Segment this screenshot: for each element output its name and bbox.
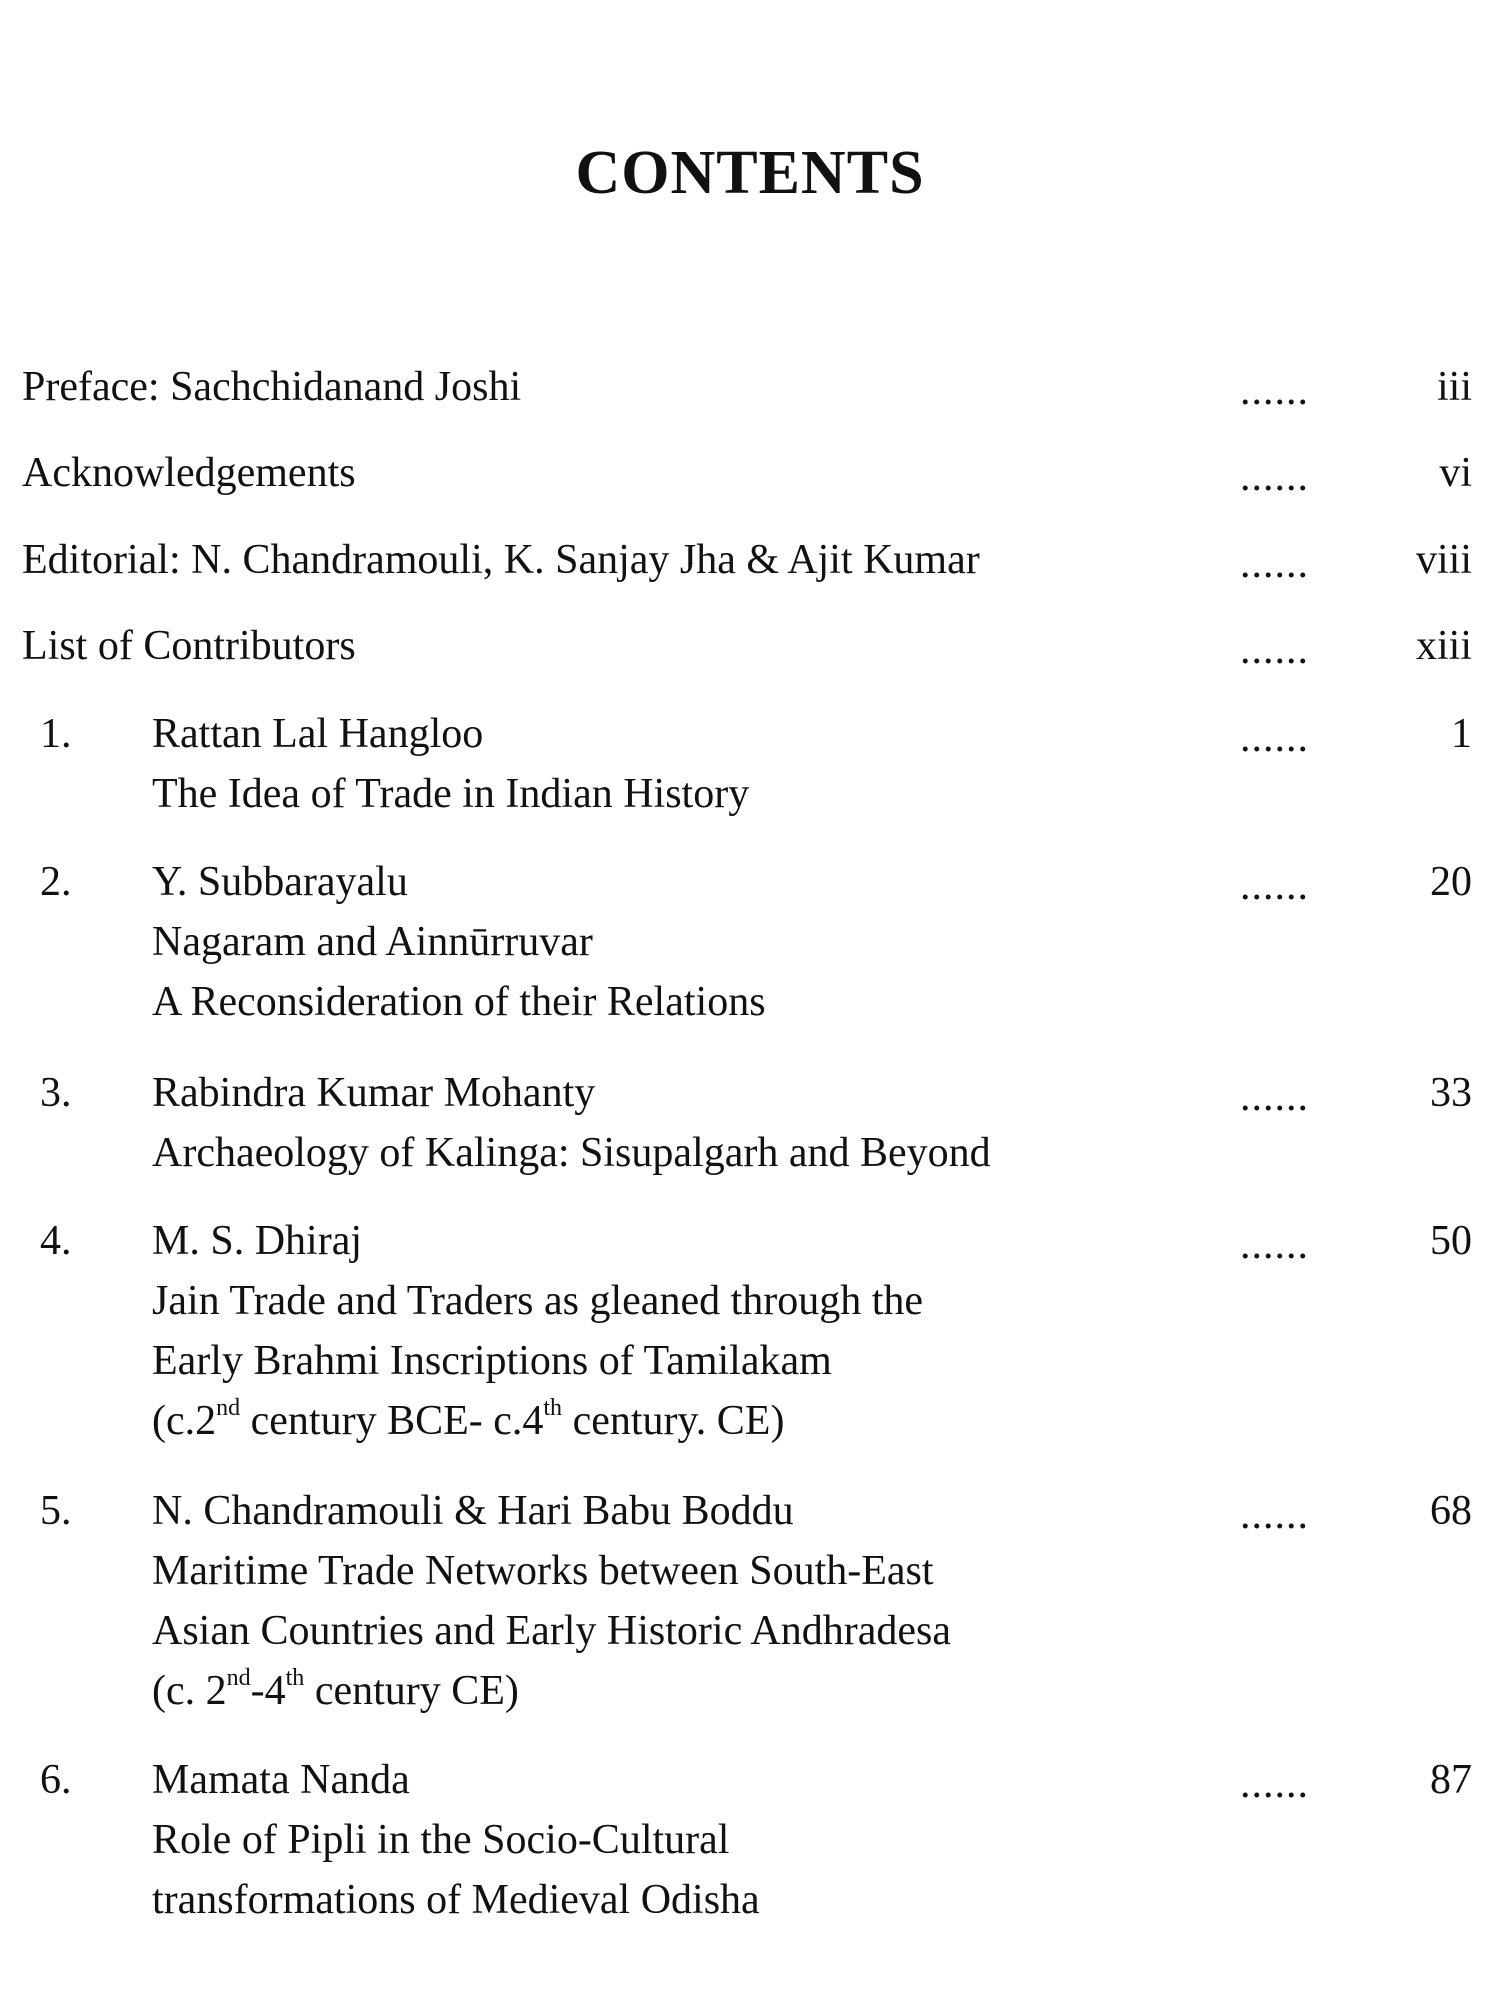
chapter-text	[152, 704, 749, 824]
page-number: vi	[1439, 450, 1472, 496]
dot-leader: ......	[1240, 863, 1309, 909]
chapter-title-line: Nagaram and Ainnūrruvar	[152, 919, 593, 965]
chapter-author: Mamata Nanda	[152, 1757, 410, 1803]
ordinal-superscript: th	[543, 1395, 563, 1421]
chapter-title-line: Jain Trade and Traders as gleaned through the	[152, 1278, 924, 1324]
ordinal-superscript: th	[285, 1665, 305, 1691]
chapter-number: 5.	[40, 1488, 72, 1534]
date-text: (c.2	[152, 1398, 217, 1444]
chapter-date-range	[152, 1661, 951, 1721]
chapter-author: M. S. Dhiraj	[152, 1218, 362, 1264]
entry-title: List of Contributors	[22, 623, 356, 669]
dot-leader: ......	[1240, 1074, 1309, 1120]
chapter-title-line: transformations of Medieval Odisha	[152, 1877, 760, 1923]
dot-leader: ......	[1240, 715, 1309, 761]
dot-leader: ......	[1240, 1761, 1309, 1807]
dot-leader: ......	[1240, 1222, 1309, 1268]
page-number: 50	[1430, 1218, 1472, 1264]
chapter-title-line: Early Brahmi Inscriptions of Tamilakam	[152, 1338, 832, 1384]
page-number: iii	[1436, 364, 1472, 410]
page-number: 20	[1430, 859, 1472, 905]
chapter-text	[152, 1750, 760, 1930]
page-number: 68	[1430, 1488, 1472, 1534]
chapter-author: Y. Subbarayalu	[152, 859, 408, 905]
dot-leader: ......	[1240, 627, 1309, 673]
entry-title: Editorial: N. Chandramouli, K. Sanjay Jha & Ajit Kumar	[22, 537, 980, 583]
chapter-number: 4.	[40, 1218, 72, 1264]
chapter-title-line: Asian Countries and Early Historic Andhradesa	[152, 1608, 951, 1654]
chapter-author: Rattan Lal Hangloo	[152, 711, 484, 757]
chapter-text	[152, 1481, 951, 1721]
chapter-number: 3.	[40, 1070, 72, 1116]
chapter-title-line: Maritime Trade Networks between South-East	[152, 1548, 934, 1594]
date-text: century CE)	[304, 1668, 519, 1714]
chapter-title-line: Role of Pipli in the Socio-Cultural	[152, 1817, 730, 1863]
date-text: century BCE- c.4	[240, 1398, 544, 1444]
chapter-text	[152, 1063, 991, 1183]
chapter-text	[152, 1211, 923, 1451]
chapter-number: 1.	[40, 711, 72, 757]
entry-title: Preface: Sachchidanand Joshi	[22, 364, 522, 410]
page-number: 33	[1430, 1070, 1472, 1116]
page-number: viii	[1415, 537, 1472, 583]
dot-leader: ......	[1240, 454, 1309, 500]
chapter-text	[152, 852, 766, 1032]
date-text: (c. 2	[152, 1668, 227, 1714]
dot-leader: ......	[1240, 541, 1309, 587]
date-text: -4	[250, 1668, 286, 1714]
dot-leader: ......	[1240, 368, 1309, 414]
date-text: century. CE)	[562, 1398, 785, 1444]
entry-title: Acknowledgements	[22, 450, 356, 496]
ordinal-superscript: nd	[226, 1665, 251, 1691]
chapter-title-line: Archaeology of Kalinga: Sisupalgarh and Beyond	[152, 1130, 991, 1176]
chapter-date-range	[152, 1391, 923, 1451]
chapter-title-line: A Reconsideration of their Relations	[152, 979, 766, 1025]
ordinal-superscript: nd	[216, 1395, 241, 1421]
page-number: 87	[1430, 1757, 1472, 1803]
chapter-title-line: The Idea of Trade in Indian History	[152, 771, 750, 817]
page-title: CONTENTS	[575, 139, 925, 207]
chapter-author: Rabindra Kumar Mohanty	[152, 1070, 596, 1116]
chapter-number: 6.	[40, 1757, 72, 1803]
chapter-author: N. Chandramouli & Hari Babu Boddu	[152, 1488, 794, 1534]
dot-leader: ......	[1240, 1492, 1309, 1538]
chapter-number: 2.	[40, 859, 72, 905]
page-number: xiii	[1415, 623, 1472, 669]
page-number: 1	[1451, 711, 1472, 757]
